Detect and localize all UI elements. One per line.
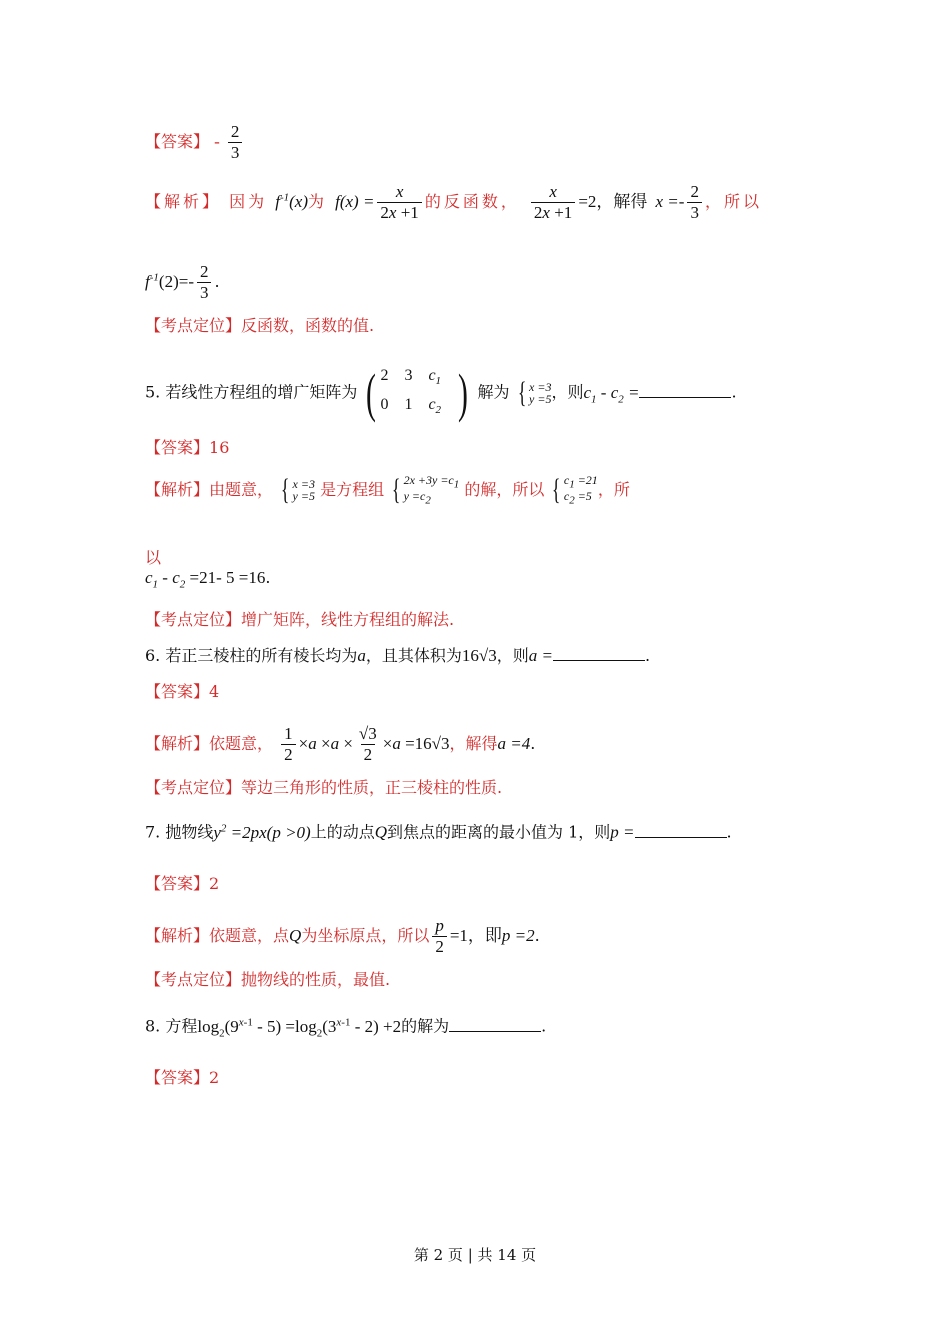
q5-topic: 【考点定位】增广矩阵，线性方程组的解法.: [145, 610, 455, 629]
answer-blank: [635, 823, 727, 838]
q5-answer: 【答案】16: [145, 438, 230, 457]
answer-label: 【答案】: [145, 132, 210, 151]
q8-stem: 8. 方程$\log_2(9^{x-1} - 5) =\log_2(3^{x-1} - 2) +2$的解为 .: [145, 1016, 547, 1040]
q5-stem: 5. 若线性方程组的增广矩阵为 ( 2 3 $c_1$ 0 1 $c_2$ ) 解为 { x =3 y =5 ，则$c_1 - c_2$ = .: [145, 363, 737, 424]
fraction: $\frac{2}{3}$: [228, 122, 243, 163]
answer-blank: [639, 383, 731, 398]
q6-analysis: 【解析】依题意， $\frac{1}{2}$ ×a ×a × $\frac{√3}{2}$ ×a =16√3，解得a =4.: [145, 724, 536, 764]
q8-answer: 【答案】2: [145, 1068, 220, 1087]
q6-topic: 【考点定位】等边三角形的性质，正三棱柱的性质.: [145, 778, 503, 797]
q4-analysis-result: $f^{-1}(2)=-$ $\frac{2}{3}$ .: [145, 262, 220, 302]
q7-answer: 【答案】2: [145, 874, 220, 893]
solution-system: { x =3 y =5: [517, 376, 552, 410]
augmented-matrix: ( 2 3 $c_1$ 0 1 $c_2$ ): [366, 363, 469, 424]
answer-blank: [449, 1017, 541, 1032]
q4-analysis: 【解析】 因为 $f^{-1}(x)$为 f(x) = $\frac{x}{2x +1}$ 的反函数， $\frac{x}{2x +1}$ =2，解得 x =- $\frac{2}{3}$ ，所以: [145, 182, 762, 222]
page-footer: 第 2 页 | 共 14 页: [413, 1246, 537, 1264]
answer-blank: [553, 646, 645, 661]
q5-analysis-result: 以 $c_1 - c_2 =21-$ 5 =16.: [145, 548, 271, 591]
q7-stem: 7. 抛物线$y^2 =2px(p >0)$上的动点Q到焦点的距离的最小值为 1，则p = .: [145, 822, 732, 842]
q7-topic: 【考点定位】抛物线的性质，最值.: [145, 970, 391, 989]
q4-answer: 【答案】 - $\frac{2}{3}$: [145, 122, 245, 163]
q5-analysis: 【解析】由题意， { x =3 y =5 是方程组 { $2x +3y =c_1$ $y =c_2$ 的解，所以 { $c_1 =21$ $c_2 =5$ ，所: [145, 473, 630, 507]
q7-analysis: 【解析】依题意，点Q为坐标原点，所以 $\frac{p}{2}$ =1，即p =2.: [145, 916, 540, 956]
q4-topic: 【考点定位】反函数，函数的值.: [145, 316, 375, 335]
q6-answer: 【答案】4: [145, 682, 220, 701]
q6-stem: 6. 若正三棱柱的所有棱长均为a，且其体积为16√3，则a = .: [145, 646, 651, 665]
